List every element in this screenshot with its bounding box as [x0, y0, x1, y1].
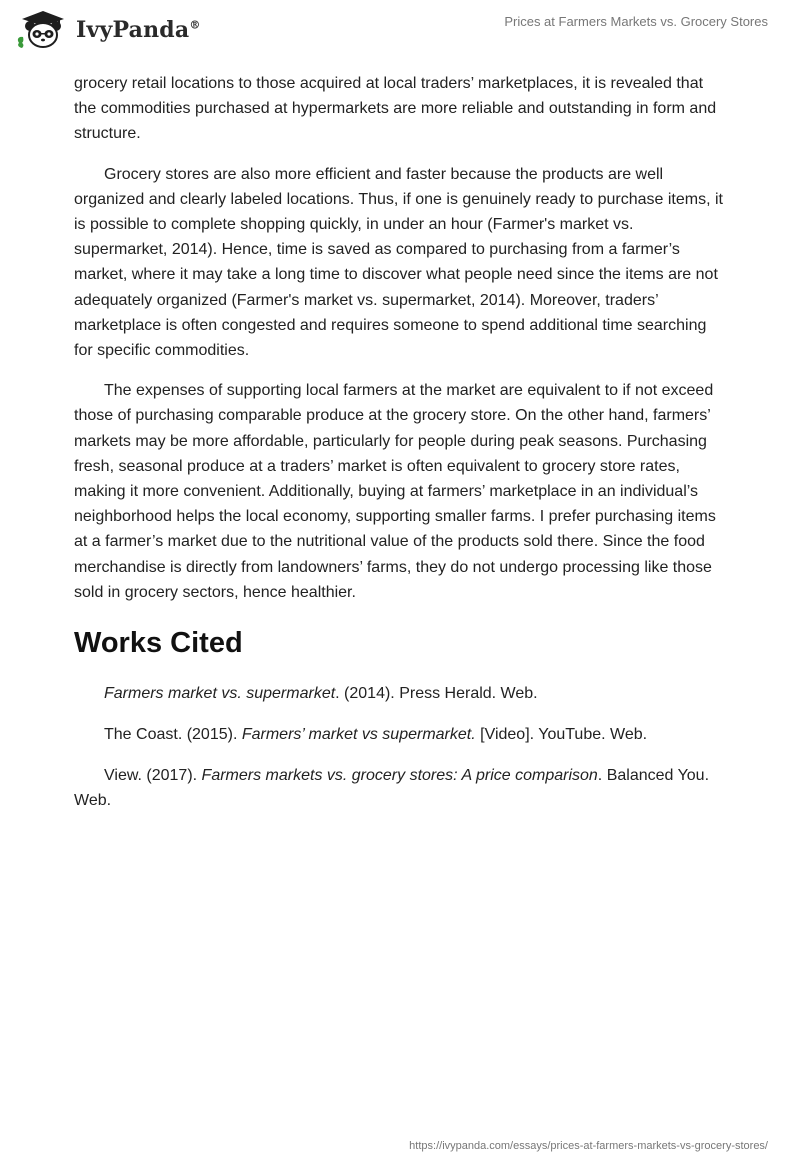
essay-content: [74, 71, 726, 829]
reference-item: View. (2017). Farmers markets vs. grocery stores: A price comparison. Balanced You. Web.: [74, 767, 710, 810]
panda-graduate-icon: [14, 10, 72, 50]
ivypanda-logo[interactable]: [14, 10, 201, 50]
brand-name: IvyPanda®: [76, 17, 201, 43]
paragraph-expenses: The expenses of supporting local farmers at the market are equivalent to if not exceed those of purchasing comparable produce at the grocery store. On the other hand, farmers’ markets may be more affordable, particularly for people during peak seasons. Purchasing fresh, seasonal produce at a traders’ market is often equivalent to grocery store rates, making it more convenient. Additionally, buying at farmers’ marketplace in an individual’s neighborhood helps the local economy, supporting smaller farms. I prefer purchasing items at a farmer’s market due to the nutritional value of the products sold there. Since the food merchandise is directly from landowners’ farms, they do not undergo processing like those sold in grocery sectors, hence healthier.: [74, 382, 716, 601]
reference-item: Farmers market vs. supermarket. (2014). Press Herald. Web.: [104, 685, 538, 703]
page-header: [0, 0, 800, 70]
running-title: Prices at Farmers Markets vs. Grocery Stores: [504, 14, 768, 29]
paragraph-efficiency: Grocery stores are also more efficient and faster because the products are well organized and clearly labeled locations. Thus, if one is genuinely ready to purchase items, it is possible to complete shopping quickly, in under an hour (Farmer's market vs. supermarket, 2014). Hence, time is saved as compared to purchasing from a farmer’s market, where it may take a long time to discover what people need since the items are not adequately organized (Farmer's market vs. supermarket, 2014). Moreover, traders’ marketplace is often congested and requires someone to spend additional time searching for specific commodities.: [74, 165, 723, 360]
reference-item: The Coast. (2015). Farmers’ market vs supermarket. [Video]. YouTube. Web.: [104, 726, 648, 744]
source-url-link[interactable]: https://ivypanda.com/essays/prices-at-farmers-markets-vs-grocery-stores/: [409, 1140, 768, 1152]
works-cited-heading: Works Cited: [74, 627, 243, 660]
paragraph-continued: grocery retail locations to those acquired at local traders’ marketplaces, it is revealed that the commodities purchased at hypermarkets are more reliable and outstanding in form and structure.: [74, 75, 717, 143]
